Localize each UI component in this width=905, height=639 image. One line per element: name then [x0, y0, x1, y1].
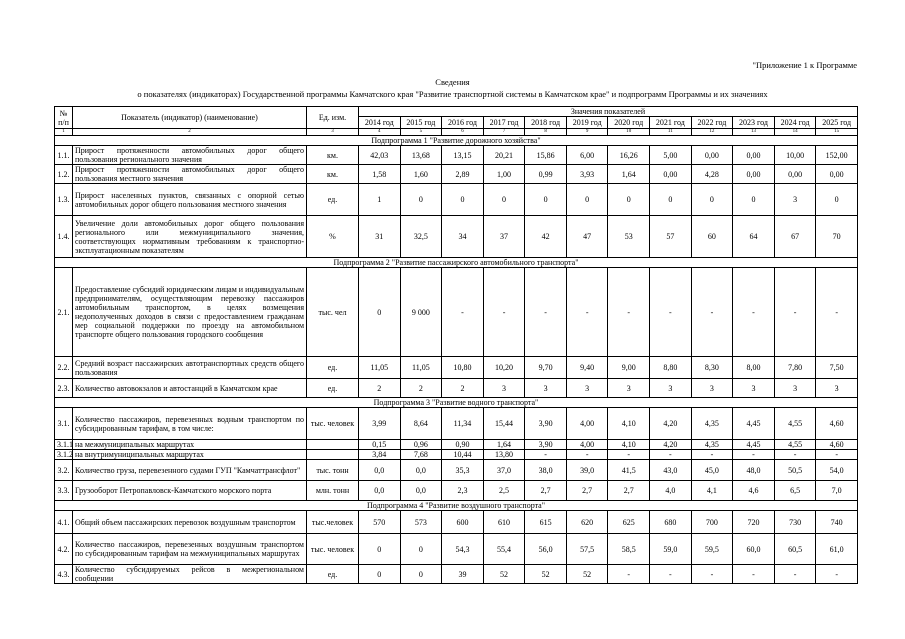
value-cell: 52 — [525, 565, 567, 584]
unit-cell: тыс. чел — [307, 268, 359, 357]
subprogram-title: Подпрограмма 2 "Развитие пассажирского автомобильного транспорта" — [55, 258, 858, 268]
value-cell: 15,44 — [483, 408, 525, 440]
value-cell: 60,0 — [733, 534, 775, 565]
value-cell: 2,89 — [442, 165, 484, 184]
value-cell: 10,80 — [442, 357, 484, 379]
value-cell: 3,90 — [525, 440, 567, 450]
document-title — [0, 76, 905, 100]
value-cell: 4,45 — [733, 440, 775, 450]
indicator-name: Количество пассажиров, перевезенных водным транспортом по субсидированным тарифам, в том числе: — [73, 408, 307, 440]
value-cell: 0 — [400, 565, 442, 584]
value-cell: 0 — [650, 184, 692, 216]
row-number: 2.1. — [55, 268, 73, 357]
value-cell: 700 — [691, 511, 733, 534]
value-cell: 54,0 — [816, 460, 858, 481]
value-cell: 0 — [483, 184, 525, 216]
value-cell: 0 — [608, 184, 650, 216]
subprogram-title: Подпрограмма 3 "Развитие водного транспорта" — [55, 398, 858, 408]
value-cell: - — [691, 565, 733, 584]
value-cell: - — [816, 450, 858, 460]
value-cell: 57 — [650, 216, 692, 258]
value-cell: 3 — [650, 379, 692, 398]
value-cell: 3,99 — [359, 408, 401, 440]
value-cell: - — [483, 268, 525, 357]
unit-cell: ед. — [307, 379, 359, 398]
year-header: 2019 год — [566, 117, 608, 129]
value-cell: 15,86 — [525, 146, 567, 165]
value-cell: 59,0 — [650, 534, 692, 565]
value-cell: 4,00 — [566, 408, 608, 440]
column-number: 6 — [442, 129, 484, 136]
value-cell: 3,93 — [566, 165, 608, 184]
value-cell: 4,00 — [566, 440, 608, 450]
value-cell: 740 — [816, 511, 858, 534]
value-cell: 4,10 — [608, 440, 650, 450]
value-cell: 4,35 — [691, 408, 733, 440]
value-cell: - — [774, 450, 816, 460]
value-cell: - — [691, 450, 733, 460]
subprogram-row — [55, 501, 858, 511]
appendix-note: "Приложение 1 к Программе — [752, 60, 857, 70]
year-header: 2020 год — [608, 117, 650, 129]
value-cell: - — [691, 268, 733, 357]
value-cell: 2,3 — [442, 481, 484, 501]
value-cell: 8,80 — [650, 357, 692, 379]
table-row — [55, 408, 858, 440]
value-cell: 0 — [733, 184, 775, 216]
value-cell: 47 — [566, 216, 608, 258]
value-cell: 0,00 — [733, 165, 775, 184]
value-cell: 8,30 — [691, 357, 733, 379]
value-cell: - — [566, 450, 608, 460]
value-cell: 4,35 — [691, 440, 733, 450]
value-cell: 4,28 — [691, 165, 733, 184]
value-cell: 11,05 — [359, 357, 401, 379]
table-row — [55, 481, 858, 501]
column-number: 4 — [359, 129, 401, 136]
value-cell: 39 — [442, 565, 484, 584]
value-cell: 7,68 — [400, 450, 442, 460]
unit-cell: ед. — [307, 565, 359, 584]
value-cell: - — [608, 450, 650, 460]
indicator-name: Количество субсидируемых рейсов в межрегиональном сообщении — [73, 565, 307, 584]
value-cell: 41,5 — [608, 460, 650, 481]
column-number: 5 — [400, 129, 442, 136]
value-cell: 35,3 — [442, 460, 484, 481]
row-number: 2.2. — [55, 357, 73, 379]
value-cell: 720 — [733, 511, 775, 534]
value-cell: 13,15 — [442, 146, 484, 165]
value-cell: 0,0 — [400, 481, 442, 501]
value-cell: 0 — [359, 268, 401, 357]
value-cell: 0,00 — [774, 165, 816, 184]
value-cell: 1,64 — [608, 165, 650, 184]
row-number: 1.3. — [55, 184, 73, 216]
column-number: 15 — [816, 129, 858, 136]
value-cell: 10,20 — [483, 357, 525, 379]
table-row — [55, 379, 858, 398]
value-cell: 60,5 — [774, 534, 816, 565]
unit-cell: млн. тонн — [307, 481, 359, 501]
value-cell: 58,5 — [608, 534, 650, 565]
value-cell: 57,5 — [566, 534, 608, 565]
value-cell: 3 — [774, 379, 816, 398]
value-cell: 0 — [359, 565, 401, 584]
value-cell: 10,44 — [442, 450, 484, 460]
row-number: 3.1.2 — [55, 450, 73, 460]
value-cell: 42,03 — [359, 146, 401, 165]
value-cell: 11,34 — [442, 408, 484, 440]
value-cell: 67 — [774, 216, 816, 258]
value-cell: 3 — [483, 379, 525, 398]
value-cell: 0,0 — [400, 460, 442, 481]
year-header: 2015 год — [400, 117, 442, 129]
value-cell: 0 — [566, 184, 608, 216]
value-cell: 4,1 — [691, 481, 733, 501]
value-cell: 8,64 — [400, 408, 442, 440]
value-cell: - — [608, 268, 650, 357]
indicator-name: Предоставление субсидий юридическим лицам и индивидуальным предпринимателям, осуществляющим перевозку пассажиров автомобильным транспортом, в целях возмещения недополученных доходов в связи с предоставлением гражданам мер социальной поддержки по проезду на автомобильном транспорте общего пользования городского сообщения — [73, 268, 307, 357]
row-number: 4.3. — [55, 565, 73, 584]
value-cell: - — [442, 268, 484, 357]
subprogram-title: Подпрограмма 1 "Развитие дорожного хозяйства" — [55, 136, 858, 146]
value-cell: 3 — [733, 379, 775, 398]
value-cell: 20,21 — [483, 146, 525, 165]
value-cell: 37,0 — [483, 460, 525, 481]
value-cell: 50,5 — [774, 460, 816, 481]
value-cell: 10,00 — [774, 146, 816, 165]
value-cell: 0 — [525, 184, 567, 216]
value-cell: 37 — [483, 216, 525, 258]
value-cell: - — [650, 268, 692, 357]
value-cell: - — [650, 565, 692, 584]
row-number: 3.1. — [55, 408, 73, 440]
value-cell: 2,5 — [483, 481, 525, 501]
value-cell: 1,64 — [483, 440, 525, 450]
value-cell: 4,20 — [650, 408, 692, 440]
value-cell: 2 — [359, 379, 401, 398]
value-cell: - — [650, 450, 692, 460]
value-cell: - — [525, 268, 567, 357]
indicator-name: Количество груза, перевезенного судами ГУП "Камчаттрансфлот" — [73, 460, 307, 481]
value-cell: 570 — [359, 511, 401, 534]
unit-cell: тыс. человек — [307, 408, 359, 440]
year-header: 2022 год — [691, 117, 733, 129]
value-cell: - — [816, 565, 858, 584]
column-number: 7 — [483, 129, 525, 136]
value-cell: 0,00 — [816, 165, 858, 184]
subprogram-row — [55, 258, 858, 268]
year-header: 2024 год — [774, 117, 816, 129]
row-number: 3.1.1 — [55, 440, 73, 450]
value-cell: 32,5 — [400, 216, 442, 258]
year-header: 2023 год — [733, 117, 775, 129]
indicator-name: Прирост протяженности автомобильных дорог общего пользования регионального значения — [73, 146, 307, 165]
value-cell: 4,10 — [608, 408, 650, 440]
value-cell: 1 — [359, 184, 401, 216]
unit-cell: км. — [307, 165, 359, 184]
subprogram-row — [55, 398, 858, 408]
indicator-name: Средний возраст пассажирских автотранспортных средств общего пользования — [73, 357, 307, 379]
value-cell: 620 — [566, 511, 608, 534]
value-cell: 59,5 — [691, 534, 733, 565]
value-cell: 61,0 — [816, 534, 858, 565]
value-cell: - — [525, 450, 567, 460]
value-cell: 48,0 — [733, 460, 775, 481]
value-cell: 573 — [400, 511, 442, 534]
value-cell: 0,99 — [525, 165, 567, 184]
header-indicator: Показатель (индикатор) (наименование) — [73, 107, 307, 129]
table-row — [55, 146, 858, 165]
value-cell: 0 — [691, 184, 733, 216]
unit-cell: ед. — [307, 184, 359, 216]
value-cell: 52 — [483, 565, 525, 584]
year-header: 2018 год — [525, 117, 567, 129]
value-cell: 42 — [525, 216, 567, 258]
value-cell: 52 — [566, 565, 608, 584]
value-cell: - — [774, 268, 816, 357]
value-cell: 600 — [442, 511, 484, 534]
value-cell: 2,7 — [566, 481, 608, 501]
header-unit: Ед. изм. — [307, 107, 359, 129]
value-cell: 1,00 — [483, 165, 525, 184]
header-values: Значения показателей — [359, 107, 858, 117]
row-number: 1.4. — [55, 216, 73, 258]
value-cell: 2,7 — [525, 481, 567, 501]
value-cell: 3 — [608, 379, 650, 398]
column-number: 12 — [691, 129, 733, 136]
table-row — [55, 511, 858, 534]
value-cell: 4,45 — [733, 408, 775, 440]
value-cell: 0,0 — [359, 460, 401, 481]
value-cell: 7,50 — [816, 357, 858, 379]
row-number: 4.1. — [55, 511, 73, 534]
table-row — [55, 565, 858, 584]
table-row — [55, 440, 858, 450]
row-number: 1.1. — [55, 146, 73, 165]
value-cell: 64 — [733, 216, 775, 258]
value-cell: 2,7 — [608, 481, 650, 501]
indicator-name: Общий объем пассажирских перевозок воздушным транспортом — [73, 511, 307, 534]
indicator-name: Прирост населенных пунктов, связанных с опорной сетью автомобильных дорог общего пользования местного значения — [73, 184, 307, 216]
table-row — [55, 357, 858, 379]
value-cell: 6,00 — [566, 146, 608, 165]
row-number: 3.3. — [55, 481, 73, 501]
year-header: 2021 год — [650, 117, 692, 129]
value-cell: - — [733, 565, 775, 584]
column-number: 8 — [525, 129, 567, 136]
unit-cell: % — [307, 216, 359, 258]
value-cell: 16,26 — [608, 146, 650, 165]
table-row — [55, 184, 858, 216]
unit-cell: тыс. человек — [307, 534, 359, 565]
column-number: 10 — [608, 129, 650, 136]
subprogram-title: Подпрограмма 4 "Развитие воздушного транспорта" — [55, 501, 858, 511]
value-cell: 0,00 — [691, 146, 733, 165]
column-number: 3 — [307, 129, 359, 136]
value-cell: 56,0 — [525, 534, 567, 565]
indicator-name: Прирост протяженности автомобильных дорог общего пользования местного значения — [73, 165, 307, 184]
table-row — [55, 450, 858, 460]
value-cell: 0 — [359, 534, 401, 565]
title-line-1: Сведения — [435, 77, 470, 87]
indicator-name: Количество автовокзалов и автостанций в Камчатском крае — [73, 379, 307, 398]
subprogram-row — [55, 136, 858, 146]
value-cell: 3 — [691, 379, 733, 398]
year-header: 2025 год — [816, 117, 858, 129]
value-cell: 3,84 — [359, 450, 401, 460]
value-cell: - — [733, 268, 775, 357]
value-cell: 610 — [483, 511, 525, 534]
value-cell: 4,60 — [816, 440, 858, 450]
value-cell: 8,00 — [733, 357, 775, 379]
value-cell: 13,68 — [400, 146, 442, 165]
table-row — [55, 460, 858, 481]
value-cell: 0,0 — [359, 481, 401, 501]
value-cell: 31 — [359, 216, 401, 258]
value-cell: 4,6 — [733, 481, 775, 501]
value-cell: 1,58 — [359, 165, 401, 184]
unit-cell — [307, 440, 359, 450]
row-number: 2.3. — [55, 379, 73, 398]
table-row — [55, 534, 858, 565]
value-cell: 0 — [442, 184, 484, 216]
value-cell: 38,0 — [525, 460, 567, 481]
value-cell: 4,60 — [816, 408, 858, 440]
value-cell: 5,00 — [650, 146, 692, 165]
value-cell: 680 — [650, 511, 692, 534]
value-cell: 0,00 — [650, 165, 692, 184]
column-number: 14 — [774, 129, 816, 136]
value-cell: 2 — [442, 379, 484, 398]
value-cell: 0,90 — [442, 440, 484, 450]
value-cell: 60 — [691, 216, 733, 258]
value-cell: 9,40 — [566, 357, 608, 379]
value-cell: 34 — [442, 216, 484, 258]
value-cell: 4,55 — [774, 408, 816, 440]
unit-cell: км. — [307, 146, 359, 165]
value-cell: 730 — [774, 511, 816, 534]
value-cell: 9,00 — [608, 357, 650, 379]
value-cell: 9 000 — [400, 268, 442, 357]
value-cell: 3 — [774, 184, 816, 216]
value-cell: 3,90 — [525, 408, 567, 440]
value-cell: 7,0 — [816, 481, 858, 501]
row-number: 4.2. — [55, 534, 73, 565]
value-cell: 4,0 — [650, 481, 692, 501]
title-line-2: о показателях (индикаторах) Государственной программы Камчатского края "Развитие транспортной системы в Камчатском крае" и подпрограмм Программы и их значениях — [137, 89, 768, 99]
value-cell: 39,0 — [566, 460, 608, 481]
value-cell: 54,3 — [442, 534, 484, 565]
value-cell: 4,20 — [650, 440, 692, 450]
value-cell: 55,4 — [483, 534, 525, 565]
value-cell: 0 — [400, 184, 442, 216]
table-row — [55, 268, 858, 357]
indicator-name: на межмуниципальных маршрутах — [73, 440, 307, 450]
value-cell: - — [816, 268, 858, 357]
value-cell: 625 — [608, 511, 650, 534]
value-cell: - — [774, 565, 816, 584]
column-number: 13 — [733, 129, 775, 136]
unit-cell: ед. — [307, 357, 359, 379]
value-cell: 3 — [566, 379, 608, 398]
value-cell: - — [566, 268, 608, 357]
value-cell: 11,05 — [400, 357, 442, 379]
year-header: 2017 год — [483, 117, 525, 129]
value-cell: - — [733, 450, 775, 460]
value-cell: 43,0 — [650, 460, 692, 481]
unit-cell: тыс.человек — [307, 511, 359, 534]
value-cell: 3 — [816, 379, 858, 398]
value-cell: 0,00 — [733, 146, 775, 165]
table-row — [55, 165, 858, 184]
value-cell: 0 — [400, 534, 442, 565]
value-cell: 0 — [816, 184, 858, 216]
year-header: 2016 год — [442, 117, 484, 129]
header-no: № п/п — [55, 107, 73, 129]
value-cell: 0,96 — [400, 440, 442, 450]
indicator-name: на внутримуниципальных маршрутах — [73, 450, 307, 460]
value-cell: - — [608, 565, 650, 584]
value-cell: 1,60 — [400, 165, 442, 184]
value-cell: 2 — [400, 379, 442, 398]
indicator-name: Грузооборот Петропавловск-Камчатского морского порта — [73, 481, 307, 501]
value-cell: 7,80 — [774, 357, 816, 379]
value-cell: 53 — [608, 216, 650, 258]
value-cell: 152,00 — [816, 146, 858, 165]
indicator-name: Увеличение доли автомобильных дорог общего пользования регионального или межмуниципального значения, соответствующих нормативным требованиям к транспортно-эксплуатационным показателям — [73, 216, 307, 258]
column-number: 11 — [650, 129, 692, 136]
value-cell: 615 — [525, 511, 567, 534]
table-row — [55, 216, 858, 258]
value-cell: 0,15 — [359, 440, 401, 450]
indicators-table — [54, 106, 858, 584]
unit-cell: тыс. тонн — [307, 460, 359, 481]
indicator-name: Количество пассажиров, перевезенных воздушным транспортом по субсидированным тарифам на межмуниципальных маршрутах — [73, 534, 307, 565]
value-cell: 45,0 — [691, 460, 733, 481]
column-number: 1 — [55, 129, 73, 136]
value-cell: 70 — [816, 216, 858, 258]
year-header: 2014 год — [359, 117, 401, 129]
value-cell: 9,70 — [525, 357, 567, 379]
column-number: 9 — [566, 129, 608, 136]
row-number: 1.2. — [55, 165, 73, 184]
column-number: 2 — [73, 129, 307, 136]
value-cell: 13,80 — [483, 450, 525, 460]
value-cell: 4,55 — [774, 440, 816, 450]
value-cell: 3 — [525, 379, 567, 398]
row-number: 3.2. — [55, 460, 73, 481]
unit-cell — [307, 450, 359, 460]
value-cell: 6,5 — [774, 481, 816, 501]
